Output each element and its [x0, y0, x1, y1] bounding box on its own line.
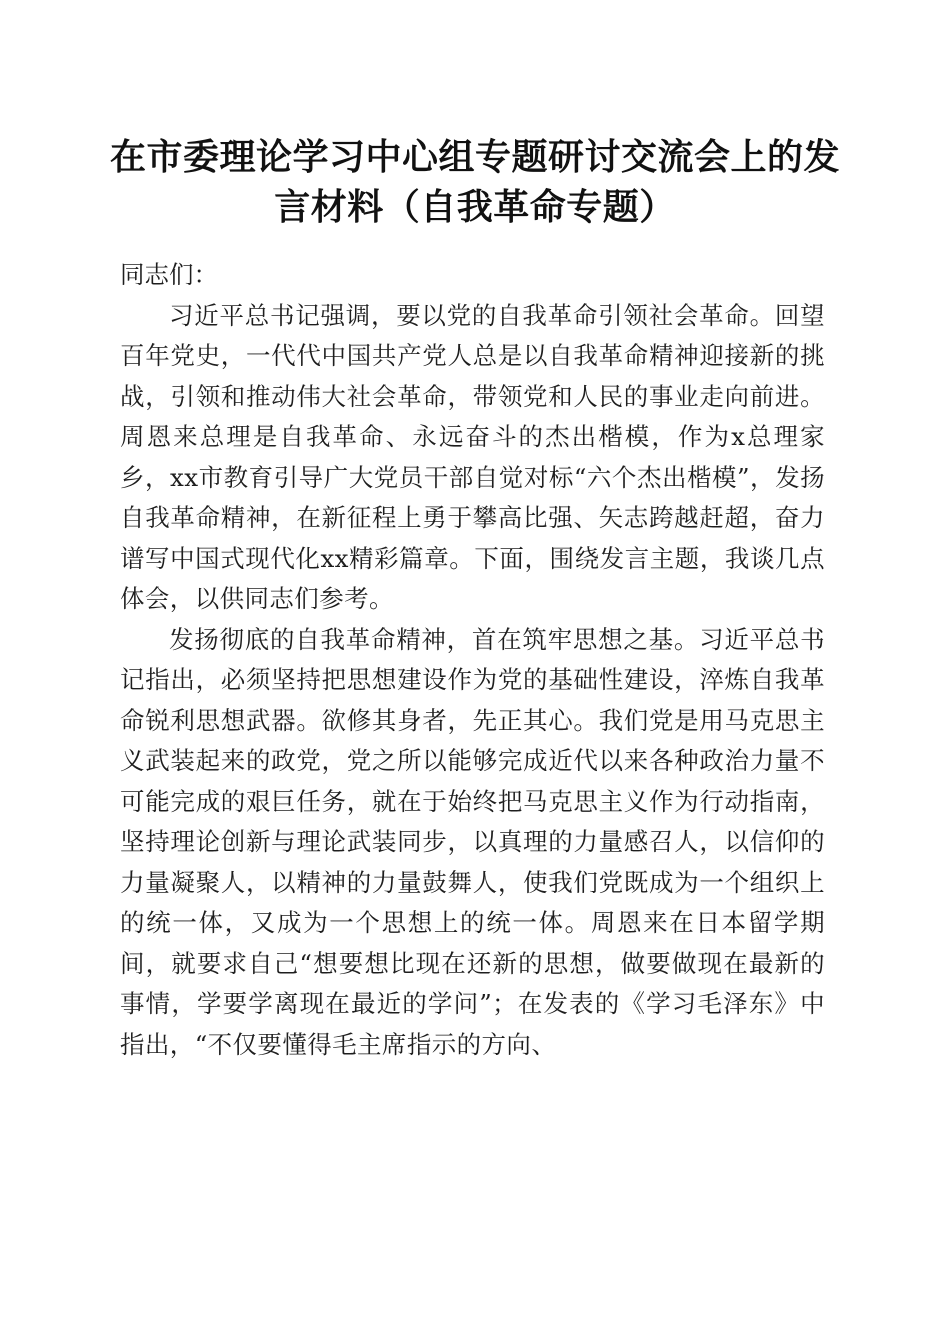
salutation: 同志们： [120, 260, 218, 289]
title-line-1: 在市委理论学习中心组专题研讨交流会上的发 [109, 136, 840, 178]
document-title [100, 132, 850, 232]
document-body [120, 255, 825, 1065]
paragraph-thought-foundation: 发扬彻底的自我革命精神，首在筑牢思想之基。习近平总书记指出，必须坚持把思想建设作为党的基础性建设，淬炼自我革命锐利思想武器。欲修其身者，先正其心。我们党是用马克思主义武装起来的政党，党之所以能够完成近代以来各种政治力量不可能完成的艰巨任务，就在于始终把马克思主义作为行动指南，坚持理论创新与理论武装同步，以真理的力量感召人，以信仰的力量凝聚人，以精神的力量鼓舞人，使我们党既成为一个组织上的统一体，又成为一个思想上的统一体。周恩来在日本留学期间，就要求自己“想要想比现在还新的思想，做要做现在最新的事情，学要学离现在最近的学问”；在发表的《学习毛泽东》中指出，“不仅要懂得毛主席指示的方向、 [120, 624, 825, 1059]
paragraph-intro: 习近平总书记强调，要以党的自我革命引领社会革命。回望百年党史，一代代中国共产党人总是以自我革命精神迎接新的挑战，引领和推动伟大社会革命，带领党和人民的事业走向前进。周恩来总理是自我革命、永远奋斗的杰出楷模，作为x总理家乡，xx市教育引导广大党员干部自觉对标“六个杰出楷模”，发扬自我革命精神，在新征程上勇于攀高比强、矢志跨越赶超，奋力谱写中国式现代化xx精彩篇章。下面，围绕发言主题，我谈几点体会，以供同志们参考。 [120, 300, 825, 613]
title-line-2: 言材料（自我革命专题） [274, 186, 676, 228]
